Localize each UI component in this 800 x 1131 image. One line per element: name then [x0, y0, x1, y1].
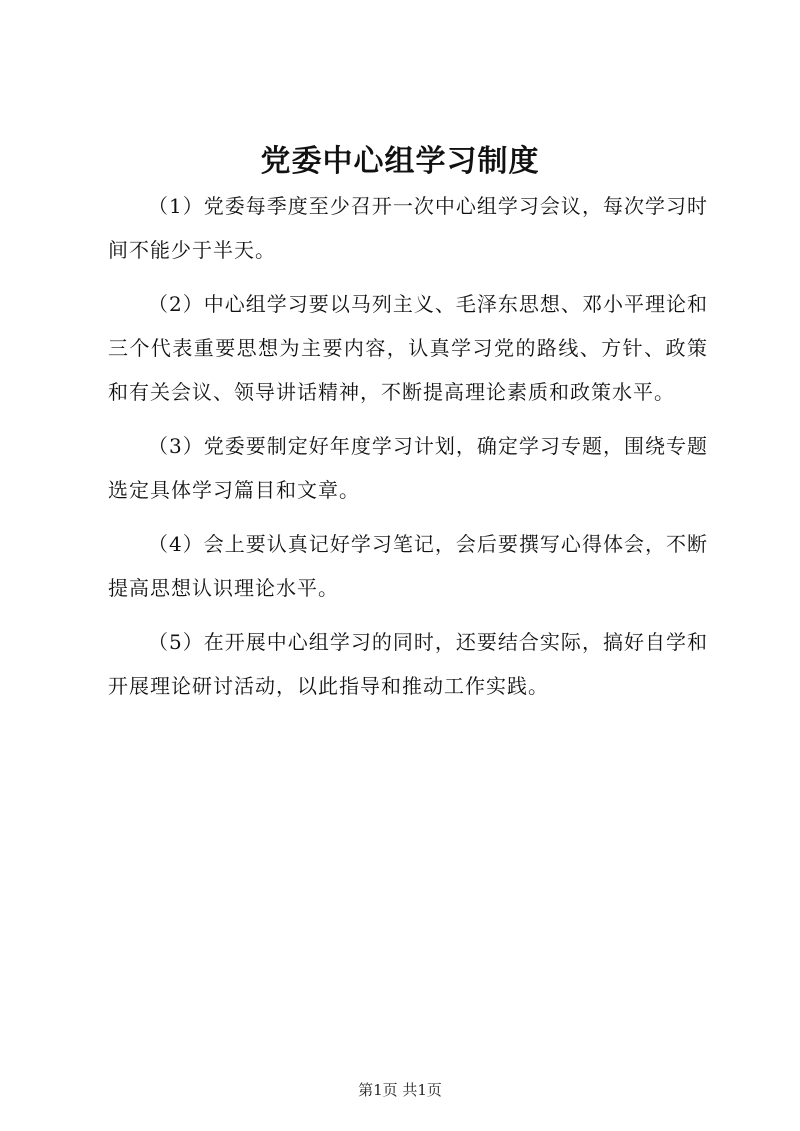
document-body	[108, 184, 708, 718]
paragraph-4: （4）会上要认真记好学习笔记，会后要撰写心得体会，不断提高思想认识理论水平。	[108, 532, 708, 600]
paragraph-3: （3）党委要制定好年度学习计划，确定学习专题，围绕专题选定具体学习篇目和文章。	[108, 434, 708, 502]
paragraph-5: （5）在开展中心组学习的同时，还要结合实际，搞好自学和开展理论研讨活动，以此指导和推动工作实践。	[108, 630, 708, 698]
paragraph-1: （1）党委每季度至少召开一次中心组学习会议，每次学习时间不能少于半天。	[108, 194, 708, 262]
page-footer: 第1页 共1页	[358, 1081, 442, 1099]
paragraph-2: （2）中心组学习要以马列主义、毛泽东思想、邓小平理论和三个代表重要思想为主要内容，认真学习党的路线、方针、政策和有关会议、领导讲话精神，不断提高理论素质和政策水平。	[108, 292, 708, 404]
document-title: 党委中心组学习制度	[260, 144, 540, 179]
